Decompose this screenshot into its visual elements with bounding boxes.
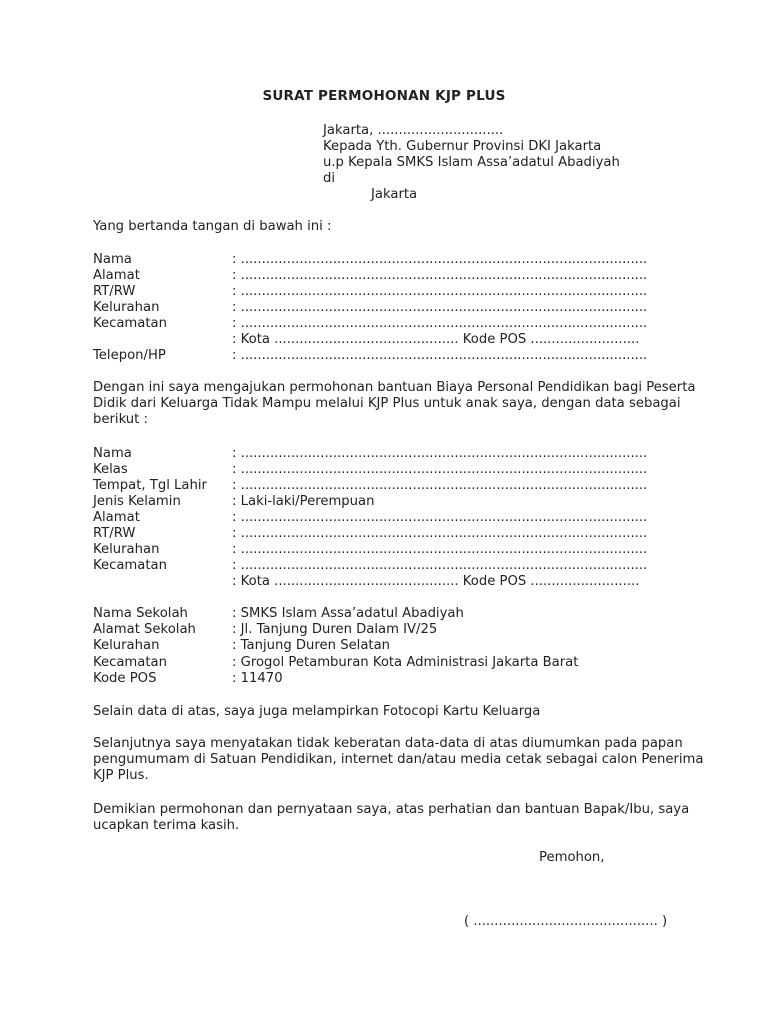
paragraph-line: berikut : [93, 412, 148, 428]
field-label: Nama Sekolah [93, 606, 188, 621]
field-value: : 11470 [232, 671, 283, 686]
intro-text: Yang bertanda tangan di bawah ini : [93, 219, 332, 234]
field-label: Kode POS [93, 671, 157, 686]
field-value: : ................................................................................................. [232, 284, 648, 299]
request-paragraph [93, 380, 696, 429]
statement-paragraph [93, 736, 704, 785]
field-label: Telepon/HP [93, 348, 166, 363]
field-label: Kecamatan [93, 558, 167, 573]
paragraph-line: Selanjutnya saya menyatakan tidak keberatan data-data di atas diumumkan pada papan [93, 736, 683, 751]
field-value: : ................................................................................................. [232, 446, 648, 461]
field-value: : Jl. Tanjung Duren Dalam IV/25 [232, 622, 438, 637]
recipient-city: Jakarta [371, 187, 418, 202]
field-label: Tempat, Tgl Lahir [93, 478, 207, 493]
signature-label: Pemohon, [539, 850, 605, 865]
recipient: Kepada Yth. Gubernur Provinsi DKI Jakarta [323, 139, 602, 154]
field-label: RT/RW [93, 284, 136, 299]
field-value: : ................................................................................................. [232, 462, 648, 477]
paragraph-line: Dengan ini saya mengajukan permohonan bantuan Biaya Personal Pendidikan bagi Peserta [93, 380, 696, 395]
field-label: Jenis Kelamin [93, 494, 181, 509]
field-value: : SMKS Islam Assa’adatul Abadiyah [232, 606, 464, 621]
field-label: Kecamatan [93, 316, 167, 331]
paragraph-line: ucapkan terima kasih. [93, 818, 240, 834]
field-label: Alamat [93, 268, 140, 283]
field-label: RT/RW [93, 526, 136, 541]
paragraph-line: pengumumam di Satuan Pendidikan, internet dan/atau media cetak sebagai calon Penerima [93, 752, 704, 768]
field-value: : ................................................................................................. [232, 252, 648, 267]
place-date: Jakarta, .............................. [323, 123, 504, 138]
recipient-attention: u.p Kepala SMKS Islam Assa’adatul Abadiyah [323, 155, 620, 170]
field-label: Kelas [93, 462, 128, 477]
field-value: : ................................................................................................. [232, 510, 648, 525]
field-value: : ................................................................................................. [232, 478, 648, 493]
field-label: Alamat [93, 510, 140, 525]
field-label: Kelurahan [93, 542, 160, 557]
field-label: Nama [93, 252, 132, 267]
paragraph-line: KJP Plus. [93, 768, 149, 784]
field-value: : Tanjung Duren Selatan [232, 638, 391, 653]
field-label: Kelurahan [93, 300, 160, 315]
field-value: : ................................................................................................. [232, 300, 648, 315]
field-value: : ................................................................................................. [232, 316, 648, 331]
closing-paragraph [93, 802, 690, 834]
signature-line: ( ............................................ ) [464, 914, 668, 929]
field-value: : Kota ............................................ Kode POS .......................... [232, 574, 640, 589]
letter-title: SURAT PERMOHONAN KJP PLUS [262, 88, 506, 104]
field-value: : ................................................................................................. [232, 268, 648, 283]
field-value: : ................................................................................................. [232, 558, 648, 573]
field-value: : ................................................................................................. [232, 542, 648, 557]
field-value: : Laki-laki/Perempuan [232, 494, 375, 509]
field-value: : Kota ............................................ Kode POS .......................... [232, 332, 640, 347]
recipient-di: di [323, 171, 336, 186]
paragraph-line: Didik dari Keluarga Tidak Mampu melalui KJP Plus untuk anak saya, dengan data sebagai [93, 396, 681, 412]
field-label: Kelurahan [93, 638, 160, 653]
field-label: Nama [93, 446, 132, 461]
field-value: : ................................................................................................. [232, 526, 648, 541]
field-value: : ................................................................................................. [232, 348, 648, 363]
field-label: Alamat Sekolah [93, 622, 196, 637]
field-value: : Grogol Petamburan Kota Administrasi Jakarta Barat [232, 655, 579, 670]
attachment-text: Selain data di atas, saya juga melampirkan Fotocopi Kartu Keluarga [93, 704, 541, 719]
field-label: Kecamatan [93, 655, 167, 670]
paragraph-line: Demikian permohonan dan pernyataan saya, atas perhatian dan bantuan Bapak/Ibu, saya [93, 802, 690, 817]
